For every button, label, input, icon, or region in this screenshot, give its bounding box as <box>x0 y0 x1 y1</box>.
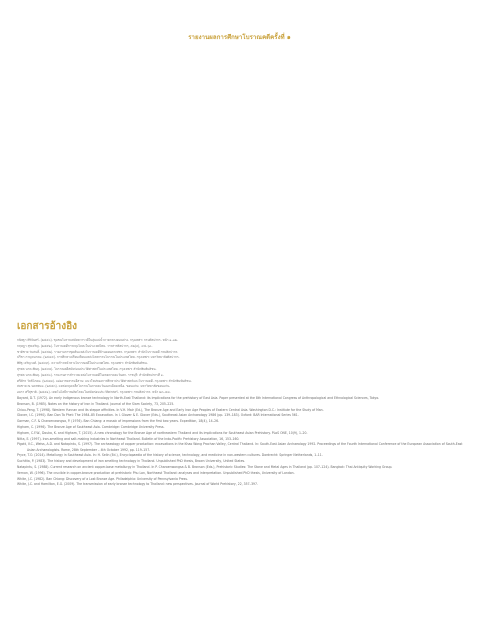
reference-entry: Pryce, T.O. (2014). Metallurgy in Southeast Asia. In: H. Selin (Ed.), Encyclopaedia of the history of science, technology, and medicine in non-western cultures. Dordrecht: Springer Netherlands, 1–11. <box>17 453 323 458</box>
reference-entry: Pigott, V.C., Weiss, A.D. and Natapintu, S. (1997). The archaeology of copper production: excavations in the Khao Wong Prachan Valley, Central Thailand. In: South-East Asian Archaeology 1992. Proceedings of the Fourth International Conference of the European Association of South-East Asian Archaeologists. Rome, 28th September – 4th October 1992, pp. 119–157. <box>17 442 463 452</box>
reference-entry: Suchitta, P. (1983). The history and development of iron smelting technology in Thailand. Unpublished PhD thesis, Brown University, United States. <box>17 459 246 464</box>
reference-entry: Glover, I.C. (1990). Ban Don Ta Phet: The 1984–85 Excavation. In I. Glover & E. Glover (Eds.), Southeast Asian Archaeology 1986 (pp. 139–183). Oxford: BAR International Series 561. <box>17 413 299 418</box>
reference-list <box>17 338 463 488</box>
reference-entry: White, J.C. and Hamilton, E.G. (2009). The transmission of early bronze technology to Thailand: new perspectives. Journal of World Prehistory, 22, 357–397. <box>17 482 258 487</box>
reference-entry: กนิษฐา ศิริจันทร์. (๒๕๕๐). ชุมชนโบราณสมัยทวารวดีในลุ่มแม่น้ำภาคกลางตอนล่าง. กรุงเทพฯ: กรมศิลปากร. หน้า ๑–๑๒. <box>17 338 178 342</box>
reference-entry: ปรีชา กาญจนาคม. (๒๕๔๕). การศึกษาเปรียบเทียบแหล่งโลหกรรมโบราณในประเทศไทย. กรุงเทพฯ: มหาวิทยาลัยศิลปากร. <box>17 355 180 360</box>
reference-entry: Higham, C.F.W., Douka, K. and Higham, T. (2015). A new chronology for the Bronze Age of northeastern Thailand and its implications for Southeast Asian Prehistory. PLoS ONE, 10(9), 1–20. <box>17 430 308 435</box>
reference-entry: พิสิฐ เจริญวงศ์. (๒๕๔๙). ความก้าวหน้าทางโบราณคดีในประเทศไทย. กรุงเทพฯ: สำนักพิมพ์มติชน. <box>17 361 148 366</box>
reference-entry: Bronson, B. (1985). Notes on the history of iron in Thailand. Journal of the Siam Society, 73, 205–225. <box>17 401 175 406</box>
page-header: รายงานผลการศึกษาโบราณคดีครั้งที่ ๑ <box>188 34 291 41</box>
reference-entry: Chiou-Peng, T. (1998). Western Yunnan and its steppe affinities. In V.H. Mair (Ed.), The Bronze Age and Early Iron Age Peoples of Eastern Central Asia. Washington D.C.: Institute for the Study of Man. <box>17 407 324 412</box>
reference-entry: White, J.C. (1982). Ban Chiang: Discovery of a Lost Bronze Age. Philadelphia: University of Pennsylvania Press. <box>17 476 189 481</box>
reference-entry: สุรพล นาถะพินธุ. (๒๕๕๐). รายงานการสำรวจแหล่งโบราณคดีในเขตภาคตะวันตก. ราชบุรี: สำนักศิลปากรที่ ๑. <box>17 372 164 377</box>
reference-entry: Higham, C. (1996). The Bronze Age of Southeast Asia. Cambridge: Cambridge University Press. <box>17 424 165 429</box>
reference-entry: อมรา ศรีสุชาติ. (๒๕๕๑). เทคโนโลยีการผลิตโลหะในสมัยก่อนประวัติศาสตร์. กรุงเทพฯ: กรมศิลปากร. หน้า ๒๓–๔๘. <box>17 390 171 395</box>
reference-entry: สุรพล นาถะพินธุ. (๒๕๔๔). โบราณคดีสมัยก่อนประวัติศาสตร์ในประเทศไทย. กรุงเทพฯ: สำนักพิมพ์มติชน. <box>17 366 157 371</box>
reference-entry: Gorman, C.F. & Charoenwongsa, P. (1976). Ban Chiang: a mosaic of impressions from the first two years. Expedition, 18(4), 14–26. <box>17 419 220 424</box>
reference-entry: Bayard, D.T. (1972). An early indigenous bronze technology in North-East Thailand: its implications for the prehistory of East Asia. Paper presented at the 8th International Congress of Anthropological and Ethnological Sciences, Tokyo. <box>17 395 380 400</box>
reference-entry: Nitta, E. (1997). Iron-smelting and salt-making industries in Northeast Thailand. Bulletin of the Indo-Pacific Prehistory Association, 16, 153–160. <box>17 436 240 441</box>
reference-entry: กฤษฎา สุขเจริญ. (๒๕๕๒). โบราณคดีการถลุงโลหะในประเทศไทย. วารสารศิลปากร, ๕๒(๓), ๔๕–๖๐. <box>17 343 153 348</box>
reference-entry: Natapintu, S. (1988). Current research on ancient copper-base metallurgy in Thailand. In P. Charoenwongsa & B. Bronson (Eds.), Prehistoric Studies: The Stone and Metal Ages in Thailand (pp. 107–124). Bangkok: Thai Antiquity Working Group. <box>17 464 393 469</box>
section-title: เอกสารอ้างอิง <box>17 321 77 332</box>
reference-entry: สมชาย ณ นครพนม. (๒๕๕๓). แหล่งถลุงเหล็กโบราณในภาคตะวันออกเฉียงเหนือ. ขอนแก่น: มหาวิทยาลัยขอนแก่น. <box>17 384 171 389</box>
reference-entry: Vernon, W. (1996). The crucible in copper-bronze production at prehistoric Phu Lon, Northeast Thailand: analyses and interpretation. Unpublished PhD thesis, University of London. <box>17 470 295 475</box>
reference-entry: ชาติชาย ร่มสนธิ์. (๒๕๕๒). รายงานการขุดค้นแหล่งโบราณคดีบ้านดอนตาเพชร. กรุงเทพฯ: สำนักโบราณคดี กรมศิลปากร. <box>17 349 179 354</box>
reference-entry: ศรีศักร วัลลิโภดม. (๒๕๔๗). แอ่งอารยธรรมอีสาน: แนวใหม่ของการศึกษาประวัติศาสตร์และโบราณคดี. กรุงเทพฯ: สำนักพิมพ์มติชน. <box>17 378 192 383</box>
